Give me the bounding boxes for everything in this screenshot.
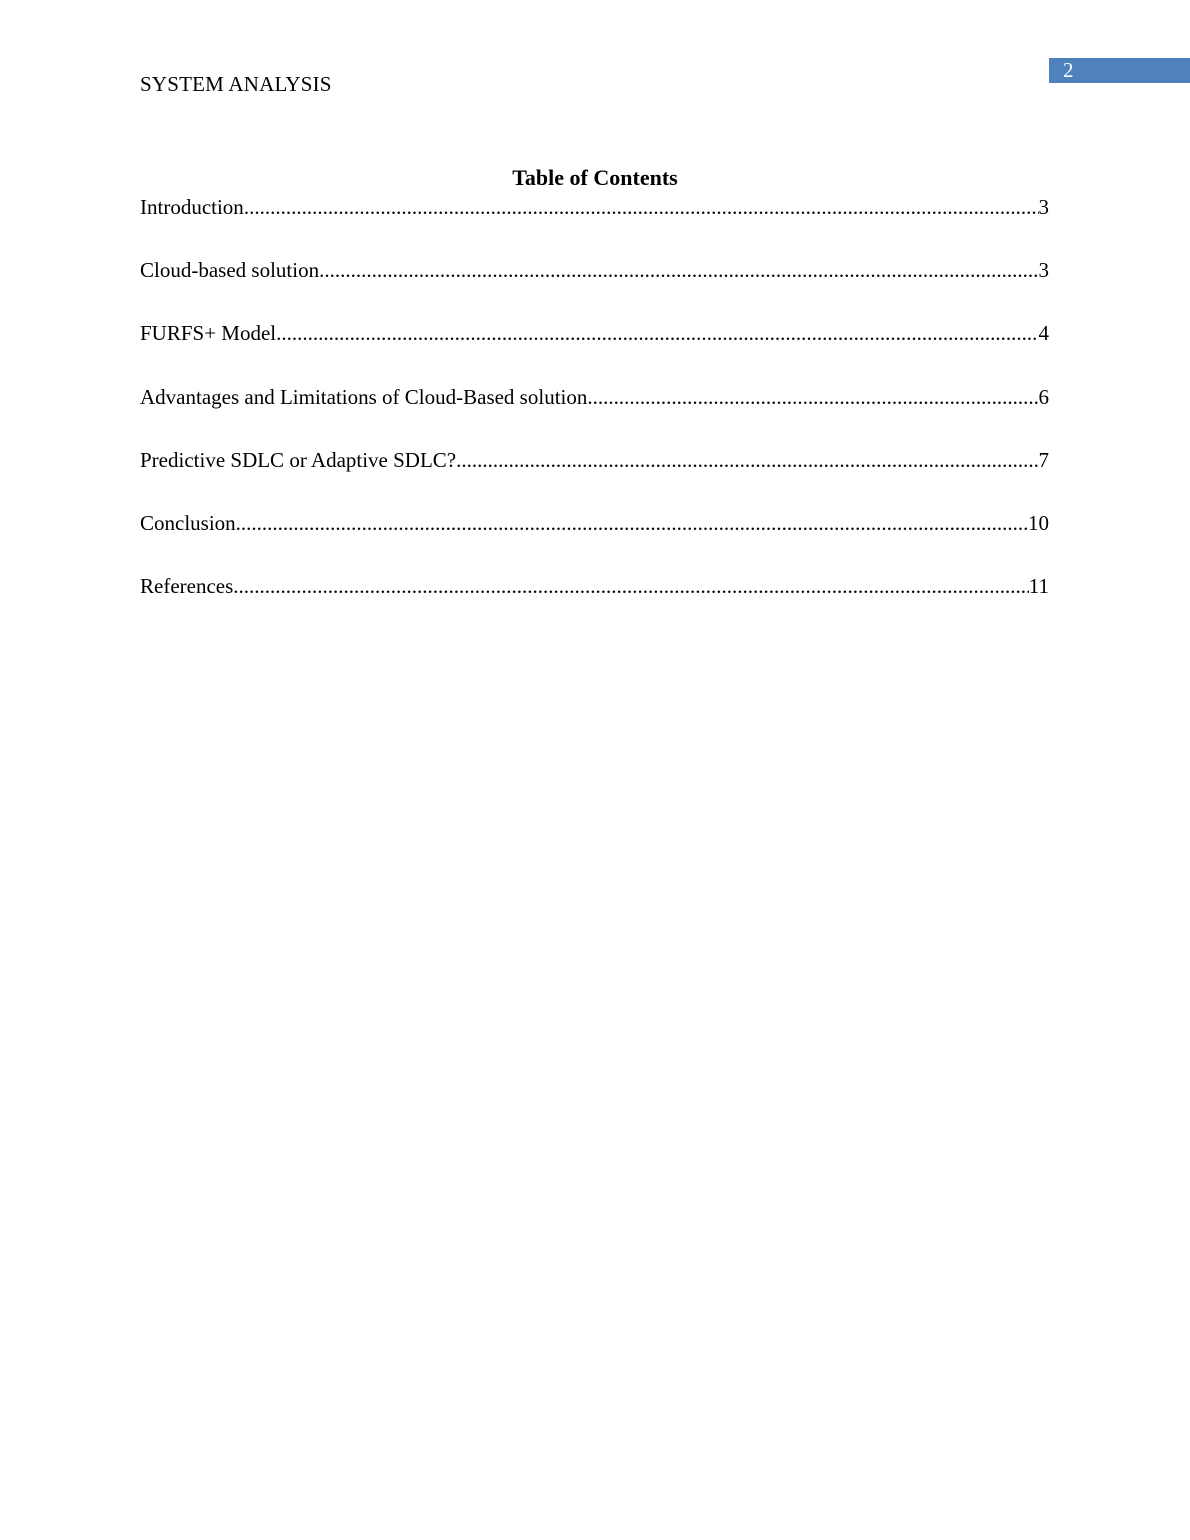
toc-entry-label: Introduction: [140, 195, 244, 219]
toc-entry-introduction[interactable]: [140, 192, 1049, 255]
toc-entry-cloud-based-solution[interactable]: [140, 255, 1049, 318]
toc-entry-page: 4: [1038, 321, 1049, 346]
toc-entry-page: 10: [1028, 510, 1049, 535]
toc-entry-label: Conclusion: [140, 510, 236, 535]
toc-entry-label: Predictive SDLC or Adaptive SDLC?: [140, 447, 457, 472]
toc-dot-leader: [244, 192, 1039, 222]
toc-dot-leader: [456, 445, 1038, 475]
toc-entry-furfs-model[interactable]: [140, 318, 1049, 381]
toc-entry-label: Cloud-based solution: [140, 258, 320, 283]
toc-entry-predictive-adaptive-sdlc[interactable]: [140, 445, 1049, 508]
toc-entry-label: References: [140, 574, 234, 599]
toc-dot-leader: [319, 255, 1038, 285]
toc-dot-leader: [236, 508, 1028, 538]
table-of-contents: [140, 192, 1049, 634]
toc-dot-leader: [276, 318, 1038, 348]
toc-entry-label: Advantages and Limitations of Cloud-Based solution: [140, 384, 588, 409]
toc-entry-page: 3: [1038, 195, 1049, 219]
toc-entry-page: 3: [1038, 258, 1049, 283]
toc-entry-page: 6: [1038, 384, 1049, 409]
toc-dot-leader: [233, 571, 1028, 601]
toc-entry-page: 11: [1028, 574, 1049, 599]
page-number: 2: [1063, 58, 1074, 82]
toc-dot-leader: [587, 382, 1038, 412]
toc-title: Table of Contents: [512, 165, 678, 190]
toc-entry-conclusion[interactable]: [140, 508, 1049, 571]
toc-entry-references[interactable]: [140, 571, 1049, 634]
page-number-badge: [1049, 58, 1190, 83]
toc-entry-advantages-limitations[interactable]: [140, 382, 1049, 445]
toc-entry-label: FURFS+ Model: [140, 321, 277, 346]
toc-entry-page: 7: [1038, 447, 1049, 472]
running-head: SYSTEM ANALYSIS: [140, 72, 332, 96]
